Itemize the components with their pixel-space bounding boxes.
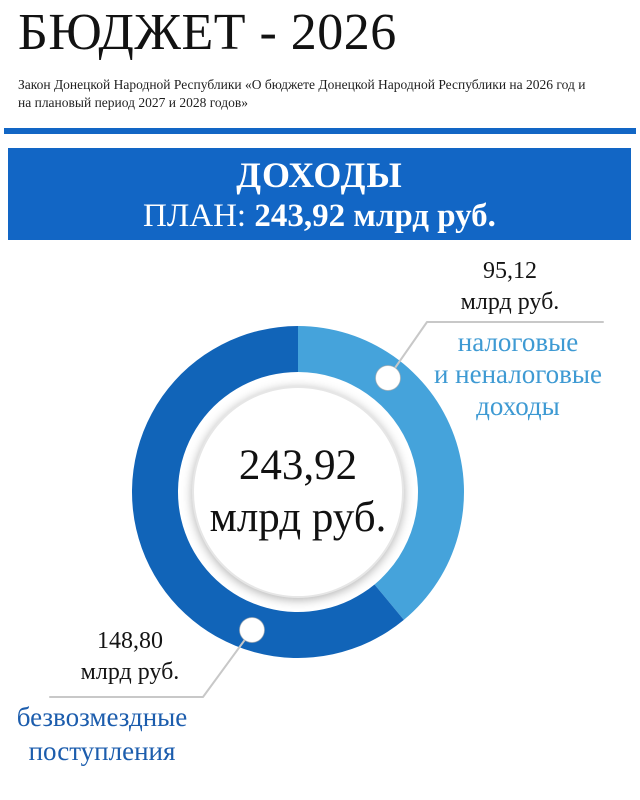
tax-label-line2: и неналоговые (433, 359, 603, 389)
grants-label-line2: поступления (28, 736, 176, 766)
grants-label-line1: безвозмездные (16, 702, 188, 732)
grants-callout-value (40, 626, 220, 688)
banner-heading: ДОХОДЫ (236, 155, 403, 195)
grants-value-number: 148,80 (97, 628, 163, 654)
donut-center-value: 243,92 (238, 442, 358, 489)
tax-value-units: млрд руб. (460, 289, 560, 315)
tax-label-line3: доходы (476, 391, 560, 421)
tax-callout-value (415, 256, 605, 318)
tax-label-line1: налоговые (457, 327, 579, 357)
grants-callout-label (8, 700, 196, 768)
grants-callout-dot (240, 618, 265, 643)
law-subtitle-line2: на плановый период 2027 и 2028 годов» (18, 95, 249, 110)
grants-value-units: млрд руб. (80, 659, 180, 685)
banner-plan-label: ПЛАН: (143, 198, 247, 234)
donut-center-units: млрд руб. (209, 494, 387, 541)
donut-center-label (128, 440, 468, 544)
banner-plan-value: 243,92 млрд руб. (254, 198, 496, 234)
tax-value-number: 95,12 (483, 258, 537, 284)
law-subtitle-line1: Закон Донецкой Народной Республики «О бюджете Донецкой Народной Республики на 2026 год и (18, 77, 586, 92)
tax-callout-dot (376, 366, 401, 391)
page-title: БЮДЖЕТ - 2026 (18, 4, 397, 61)
tax-callout-label (422, 326, 614, 422)
